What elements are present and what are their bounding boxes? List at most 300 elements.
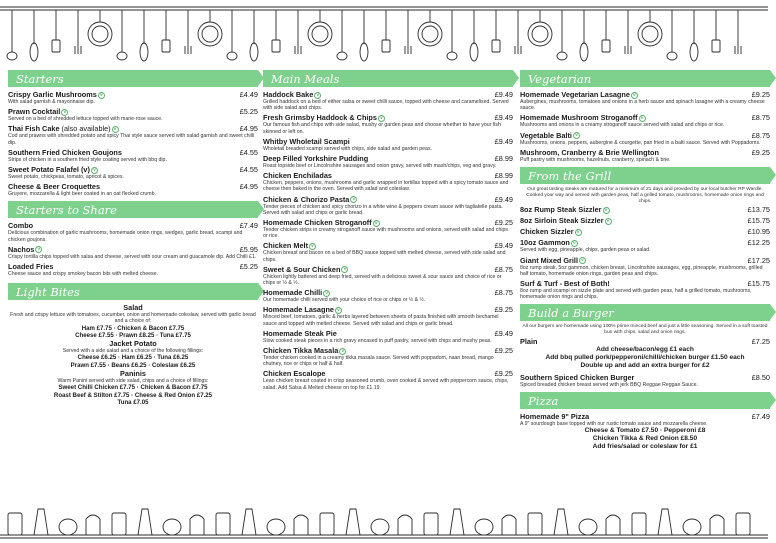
item-desc: A 9" sourdough base topped with our rustic tomato sauce and mozzarella cheese. — [520, 420, 708, 427]
jar-icon — [216, 513, 230, 535]
item-name — [520, 216, 612, 225]
item-name — [263, 113, 385, 122]
pan-icon — [312, 26, 328, 42]
ladle-icon — [337, 52, 347, 60]
item-desc: 8oz rump and scampi on sizzle plate and served with garden peas, half a grilled tomato, mushrooms, homemade onion rings and chips. — [520, 288, 752, 301]
item-name — [520, 279, 610, 288]
section-header-light-bites: Light Bites — [8, 283, 258, 300]
menu-item-row — [8, 262, 258, 271]
ladle-icon — [227, 52, 237, 60]
vegetarian-mark-icon: v — [323, 290, 330, 297]
menu-item-row — [8, 182, 258, 191]
item-name-text: Crispy Garlic Mushrooms — [8, 90, 97, 99]
pizza-option-2: Chicken Tikka & Red Onion £8.50 — [592, 435, 698, 443]
bottle-icon — [658, 509, 672, 535]
item-name-text: Sweet & Sour Chicken — [263, 264, 341, 274]
pot-icon — [683, 519, 701, 535]
item-name — [520, 90, 638, 99]
menu-item-row — [263, 305, 513, 314]
menu-item — [263, 90, 513, 111]
pot-icon — [267, 519, 285, 535]
jacket-desc: Served with a side salad and a choice of the following fillings: — [62, 348, 204, 355]
item-price: £9.49 — [494, 113, 513, 123]
menu-item — [8, 245, 258, 260]
item-name — [8, 107, 68, 116]
item-name — [8, 90, 105, 99]
menu-item-row — [520, 90, 770, 99]
menu-item — [520, 279, 770, 300]
salad-options-1: Ham £7.75 · Chicken & Bacon £7.75 — [81, 324, 185, 332]
menu-item — [8, 107, 258, 122]
item-name — [263, 369, 325, 378]
item-desc: Chicken, peppers, onions, mushrooms and garlic wrapped in tortillas topped with a spicy tomato sauce and cheese then baked in the oven. Served with salad and coleslaw. — [263, 180, 509, 193]
menu-item-row — [8, 107, 258, 116]
jar-icon — [632, 513, 646, 535]
burger-addon-3: Double up and add an extra burger for £2 — [580, 362, 710, 370]
item-price: £4.55 — [239, 147, 258, 157]
item-price: £9.25 — [751, 147, 770, 157]
item-name — [8, 245, 42, 254]
menu-item — [263, 171, 513, 192]
bottle-icon — [346, 509, 360, 535]
menu-item-row — [263, 288, 513, 297]
item-price: £8.75 — [751, 113, 770, 123]
item-desc: Our homemade chilli served with your choice of rice or chips or ½ & ½. — [263, 297, 426, 304]
section-header-grill: From the Grill — [520, 167, 770, 184]
pan-icon — [532, 26, 548, 42]
item-name-text: Surf & Turf - Best of Both! — [520, 279, 610, 289]
pan-icon — [642, 26, 658, 42]
pan-icon — [422, 26, 438, 42]
light-bites-block — [8, 303, 258, 406]
kitchen-shelf-decoration — [0, 495, 768, 543]
menu-item — [263, 305, 513, 326]
menu-item — [520, 216, 770, 225]
fork-icon — [735, 46, 741, 54]
item-price: £9.25 — [494, 218, 513, 228]
item-name — [263, 288, 330, 297]
item-desc: Served with egg, pineapple, chips, garden peas or salad. — [520, 247, 651, 254]
vegetarian-mark-icon: v — [350, 196, 357, 203]
bottle-icon — [34, 509, 48, 535]
item-name-text: Haddock Bake — [263, 90, 314, 99]
item-desc: Chicken lightly battered and deep fried, served with a delicious sweet & sour sauce and choice of rice or chips or ½ & ½. — [263, 273, 502, 287]
menu-item — [520, 256, 770, 277]
item-name-text: Mushroom, Cranberry & Brie Wellington — [520, 147, 659, 157]
jar-icon — [736, 513, 750, 535]
vegetarian-mark-icon: v — [91, 167, 98, 174]
item-price: £12.25 — [747, 238, 770, 248]
vegetarian-mark-icon: v — [603, 207, 610, 214]
spatula-icon — [382, 40, 390, 52]
vegetarian-mark-icon: v — [314, 92, 321, 99]
jar-icon — [8, 513, 22, 535]
item-name — [263, 154, 368, 163]
whisk-icon — [30, 43, 38, 61]
menu-item — [263, 329, 513, 344]
item-name-text: Giant Mixed Grill — [520, 255, 578, 265]
item-name — [520, 113, 646, 122]
pot-icon — [371, 519, 389, 535]
item-name-text: Combo — [8, 221, 34, 231]
menu-item — [263, 195, 513, 216]
vegetarian-mark-icon: v — [35, 246, 42, 253]
column-middle — [263, 70, 513, 393]
section-header-vegetarian: Vegetarian — [520, 70, 770, 87]
item-price: £7.49 — [239, 221, 258, 231]
item-desc: Wholetail breaded scampi served with chips, side salad and garden peas. — [263, 145, 432, 152]
menu-item-row — [263, 113, 513, 122]
menu-item — [520, 227, 770, 236]
item-price: £8.75 — [494, 264, 513, 274]
item-price: £9.49 — [494, 241, 513, 251]
pot-icon — [163, 519, 181, 535]
menu-item — [8, 165, 258, 180]
item-name — [520, 256, 586, 265]
vegetarian-mark-icon: v — [98, 92, 105, 99]
item-price: £9.49 — [494, 136, 513, 146]
menu-item — [263, 241, 513, 262]
plant-pot-icon — [86, 515, 100, 535]
item-name — [520, 148, 659, 157]
vegetarian-mark-icon: v — [631, 92, 638, 99]
menu-item — [520, 205, 770, 214]
item-price: £8.75 — [494, 288, 513, 298]
vegetarian-mark-icon: v — [571, 240, 578, 247]
item-price: £9.25 — [494, 369, 513, 379]
item-desc: Mushrooms and onions in a creamy stroganoff sauce served with salad and chips or rice. — [520, 122, 725, 129]
vegetarian-mark-icon: v — [341, 266, 348, 273]
column-left — [8, 70, 258, 406]
item-desc: Cod and prawns with shredded potato and spicy Thai style sauce served with salad garnish and sweet chilli dip. — [8, 133, 255, 146]
vegetarian-mark-icon: v — [573, 132, 580, 139]
section-header-share: Starters to Share — [8, 201, 258, 218]
item-desc: 8oz rump steak, 5oz gammon, chicken breast, Lincolnshire sausages, egg, pineapple, mushrooms, grilled half tomato, homemade onion rings, garden peas and chips. — [520, 264, 763, 277]
item-desc: Gruyere, mozzarella & light beer coated in an oat flecked crumb. — [8, 191, 156, 198]
item-price: £8.99 — [494, 171, 513, 181]
section-header-main-meals: Main Meals — [263, 70, 513, 87]
burger-addon-2: Add bbq pulled pork/pepperoni/chilli/chicken burger £1.50 each — [545, 354, 745, 362]
item-name-text: Chicken & Chorizo Pasta — [263, 194, 350, 204]
item-note: (also available) — [61, 124, 111, 134]
menu-item — [263, 113, 513, 134]
item-desc: Served on a bed of shredded lettuce topped with marie-rose sauce. — [8, 116, 163, 123]
item-desc: Tender chicken strips in creamy stroganoff sauce with mushrooms and onions, served with salad and chips or rice. — [263, 227, 508, 240]
item-price: £4.95 — [239, 124, 258, 134]
spatula-icon — [602, 40, 610, 52]
item-desc: Spiced breaded chicken breast served with jerk BBQ Reggae Reggae Sauce. — [520, 381, 698, 388]
menu-item-row — [8, 124, 258, 133]
main-meals-list — [263, 90, 513, 391]
item-price: £8.50 — [751, 372, 770, 382]
plant-pot-icon — [398, 515, 412, 535]
menu-item-row — [8, 90, 258, 99]
ladle-icon — [7, 52, 17, 60]
item-price: £17.25 — [747, 255, 770, 265]
item-desc: Lean chicken breast coated in crisp seasoned crumb, oven cooked & served with peppercorn sauce, chips, salad. Add Salsa & Melted cheese on top for £1.19. — [263, 378, 509, 391]
burger-addon-1: Add cheese/bacon/egg £1 each — [596, 346, 694, 354]
hanging-utensils-decoration — [0, 0, 768, 68]
ladle-icon — [667, 52, 677, 60]
item-name — [8, 148, 122, 157]
panini-options-3: Tuna £7.05 — [117, 398, 149, 406]
menu-item — [263, 218, 513, 239]
jar-icon — [320, 513, 334, 535]
menu-item-row — [263, 154, 513, 163]
menu-item-row — [520, 227, 770, 236]
item-name-text: Homemade Mushroom Stroganoff — [520, 113, 638, 123]
vegetarian-mark-icon: v — [605, 218, 612, 225]
item-name — [263, 329, 337, 338]
item-name-text: Homemade Steak Pie — [263, 328, 337, 338]
section-header-pizza: Pizza — [520, 392, 770, 409]
item-name-text: Homemade Chilli — [263, 288, 323, 298]
item-desc: Our famous fish and chips with side salad, mushy or garden peas and choose whether to have your fish skinned or left on. — [263, 122, 501, 135]
fork-icon — [75, 46, 81, 54]
menu-item-row — [520, 238, 770, 247]
menu-item-row — [263, 90, 513, 99]
whisk-icon — [690, 43, 698, 61]
item-name-text: 8oz Sirloin Steak Sizzler — [520, 216, 604, 226]
item-desc: Delicious combination of garlic mushrooms, homemade onion rings, wedges, garlic bread, scampi and chicken goujons. — [8, 230, 243, 243]
pot-icon — [579, 519, 597, 535]
menu-item — [8, 182, 258, 197]
item-price: £4.55 — [239, 165, 258, 175]
salad-desc: Fresh and crispy lettuce with tomatoes, cucumber, onion and homemade coleslaw, served with garlic bread and a choice of: — [10, 312, 256, 325]
item-name-text: 8oz Rump Steak Sizzler — [520, 205, 602, 215]
menu-item-row — [520, 148, 770, 157]
item-name-text: Homemade Vegetarian Lasagne — [520, 90, 630, 99]
menu-item-row — [8, 148, 258, 157]
item-price: £13.75 — [747, 205, 770, 215]
spatula-icon — [492, 40, 500, 52]
item-name-text: Loaded Fries — [8, 262, 54, 272]
menu-item — [520, 90, 770, 111]
item-name-text: Chicken Enchiladas — [263, 171, 332, 181]
item-name-text: Deep Filled Yorkshire Pudding — [263, 154, 369, 164]
fork-icon — [405, 46, 411, 54]
item-name-text: Whitby Wholetail Scampi — [263, 136, 350, 146]
jar-icon — [424, 513, 438, 535]
item-name — [520, 205, 610, 214]
item-name — [8, 221, 33, 230]
item-price: £15.75 — [747, 216, 770, 226]
menu-item-row — [263, 346, 513, 355]
share-list — [8, 221, 258, 277]
ladle-icon — [557, 52, 567, 60]
item-name — [263, 137, 350, 146]
spatula-icon — [272, 40, 280, 52]
item-price: £10.95 — [747, 227, 770, 237]
menu-item — [520, 238, 770, 253]
menu-item — [8, 262, 258, 277]
item-price: £5.95 — [239, 244, 258, 254]
item-name — [263, 241, 316, 250]
item-name-text: Chicken Sizzler — [520, 227, 574, 237]
item-name-text: Vegetable Balti — [520, 130, 572, 140]
vegetarian-list — [520, 90, 770, 163]
fork-icon — [625, 46, 631, 54]
menu-item-plain-burger — [520, 337, 770, 371]
menu-item — [263, 346, 513, 367]
vegetarian-mark-icon: v — [335, 307, 342, 314]
item-name-text: Sweet Potato Falafel (v) — [8, 165, 90, 175]
fork-icon — [185, 46, 191, 54]
vegetarian-mark-icon: v — [373, 220, 380, 227]
item-name — [520, 131, 580, 140]
vegetarian-mark-icon: v — [112, 126, 119, 133]
menu-item — [263, 288, 513, 303]
item-desc: Grilled haddock on a bed of either salsa or sweet chilli sauce, topped with cheese and caramelised. Served with side salad and chips. — [263, 99, 509, 112]
item-price: £9.25 — [494, 346, 513, 356]
item-price: £5.25 — [239, 262, 258, 272]
item-name — [520, 238, 578, 247]
item-desc: Slow cooked steak pieces in a rich gravy encased in puff pastry, served with chips and mushy peas. — [263, 337, 492, 344]
ladle-icon — [117, 52, 127, 60]
item-price: £7.49 — [751, 411, 770, 421]
item-price: £5.25 — [239, 107, 258, 117]
salad-options-2: Cheese £7.55 · Prawn £8.25 · Tuna £7.75 — [75, 331, 191, 339]
menu-item-row — [520, 113, 770, 122]
section-header-starters: Starters — [8, 70, 258, 87]
item-name — [263, 195, 357, 204]
item-name — [263, 305, 342, 314]
fork-icon — [515, 46, 521, 54]
menu-item-chicken-burger — [520, 373, 770, 388]
panini-options-1: Sweet Chilli Chicken £7.75 · Chicken & Bacon £7.75 — [58, 384, 208, 392]
menu-item-row — [520, 216, 770, 225]
pot-icon — [475, 519, 493, 535]
menu-item-row — [8, 221, 258, 230]
menu-item-pizza — [520, 412, 770, 452]
vegetarian-mark-icon: v — [639, 115, 646, 122]
menu-item-row — [263, 171, 513, 180]
section-header-burger: Build a Burger — [520, 304, 770, 321]
item-name-text: Chicken Tikka Masala — [263, 346, 339, 356]
menu-item — [520, 131, 770, 146]
grill-intro: Our great tasting steaks are matured for a minimum of 21 days and provided by our local butcher RP Wardle. Cooked your way and served with garden peas, half a grilled tomato, mushrooms, homemade onion rings and chips. — [526, 187, 764, 204]
menu-item — [8, 124, 258, 145]
item-desc: Minced beef, tomatoes, garlic & herbs layered between sheets of pasta finished with smooth bechamel sauce and topped with melted cheese. Served with salad and chips or garlic bread. — [263, 314, 499, 327]
item-name — [263, 346, 346, 355]
item-price: £9.49 — [494, 328, 513, 338]
menu-item — [8, 148, 258, 163]
item-name: Homemade 9" Pizza — [520, 411, 590, 421]
item-name: Plain — [520, 337, 538, 347]
item-desc: Strips of chicken in a southern fried style coating served with bbq dip. — [8, 156, 167, 163]
column-right — [520, 70, 770, 454]
menu-item — [263, 137, 513, 152]
item-name-text: Homemade Lasagne — [263, 305, 334, 315]
item-name-text: Chicken Escalope — [263, 369, 326, 379]
item-name: Southern Spiced Chicken Burger — [520, 372, 635, 382]
item-name-text: Fresh Grimsby Haddock & Chips — [263, 113, 377, 123]
pizza-option-1: Cheese & Tomato £7.50 · Pepperoni £8 — [584, 427, 706, 435]
item-desc: Cheese sauce and crispy smokey bacon bits with melted cheese. — [8, 271, 158, 278]
item-name — [8, 124, 119, 133]
item-desc: Sweet potato, chickpeas, tomato, apricot & spices. — [8, 174, 124, 181]
grill-list — [520, 205, 770, 300]
menu-item-row — [263, 137, 513, 146]
item-name — [8, 165, 98, 174]
item-price: £8.99 — [494, 154, 513, 164]
item-name — [263, 90, 321, 99]
menu-item-row — [520, 256, 770, 265]
pan-icon — [202, 26, 218, 42]
jacket-options-1: Cheese £6.25 · Ham £6.25 · Tuna £6.25 — [77, 354, 189, 362]
vegetarian-mark-icon: v — [309, 243, 316, 250]
item-desc: Crispy tortilla chips topped with salsa and cheese, served with sour cream and guacamole dip. Add Chilli £1. — [8, 253, 257, 260]
vegetarian-mark-icon: v — [378, 115, 385, 122]
pan-icon — [92, 26, 108, 42]
starters-list — [8, 90, 258, 197]
jacket-title: Jacket Potato — [109, 339, 157, 349]
jar-icon — [528, 513, 542, 535]
item-name-text: Chicken Melt — [263, 241, 309, 251]
item-price: £15.75 — [747, 279, 770, 289]
item-price: £8.75 — [751, 130, 770, 140]
pizza-option-3: Add fries/salad or coleslaw for £1 — [592, 443, 698, 451]
salad-title: Salad — [123, 303, 143, 313]
bottle-icon — [554, 509, 568, 535]
item-name-text: Prawn Cocktail — [8, 107, 61, 117]
item-price: £9.25 — [494, 305, 513, 315]
whisk-icon — [250, 43, 258, 61]
menu-item-row — [263, 265, 513, 274]
menu-item-row — [520, 205, 770, 214]
item-name — [263, 171, 332, 180]
menu-item-row — [263, 329, 513, 338]
menu-item — [263, 154, 513, 169]
jar-icon — [112, 513, 126, 535]
whisk-icon — [140, 43, 148, 61]
item-desc: Roast topside beef or Lincolnshire sausages and onion gravy, served with mash/chips, veg and gravy. — [263, 163, 497, 170]
item-desc: Aubergines, mushrooms, tomatoes and onions in a herb sauce and spinach lasagne with a creamy cheese sauce. — [520, 99, 765, 112]
plant-pot-icon — [294, 515, 308, 535]
item-desc: With salad garnish & mayonnaise dip. — [8, 99, 95, 105]
whisk-icon — [580, 43, 588, 61]
bottle-icon — [450, 509, 464, 535]
menu-item — [520, 148, 770, 163]
item-desc: Puff pastry with mushrooms, hazelnuts, cranberry, spinach & brie. — [520, 156, 671, 163]
burger-intro: All our burgers are homemade using 100% prime minced beef and just a little seasoning. Served in a soft toasted bun with chips, salad and onion rings. — [522, 324, 768, 336]
whisk-icon — [360, 43, 368, 61]
menu-item-row — [263, 195, 513, 204]
item-desc: Tender chicken cooked in a creamy tikka masala sauce. Served with poppadom, naan bread, mango chutney, rice or chips or half & half. — [263, 355, 494, 368]
item-name — [263, 218, 380, 227]
spatula-icon — [712, 40, 720, 52]
item-name — [263, 265, 348, 274]
item-name — [520, 227, 582, 236]
bottle-icon — [242, 509, 256, 535]
vegetarian-mark-icon: v — [339, 348, 346, 355]
menu-item — [263, 369, 513, 390]
jacket-options-2: Prawn £7.55 · Beans £6.25 · Coleslaw £6.25 — [70, 361, 196, 369]
menu-item-row — [263, 241, 513, 250]
plant-pot-icon — [710, 515, 724, 535]
panini-desc: Warm Panini served with side salad, chips and a choice of fillings: — [57, 378, 209, 385]
whisk-icon — [470, 43, 478, 61]
menu-item — [8, 221, 258, 242]
plant-pot-icon — [190, 515, 204, 535]
menu-item-row — [263, 218, 513, 227]
pot-icon — [59, 519, 77, 535]
item-name — [8, 262, 53, 271]
plant-pot-icon — [606, 515, 620, 535]
vegetarian-mark-icon: v — [579, 257, 586, 264]
item-name-text: Nachos — [8, 244, 35, 254]
menu-item-row — [520, 131, 770, 140]
